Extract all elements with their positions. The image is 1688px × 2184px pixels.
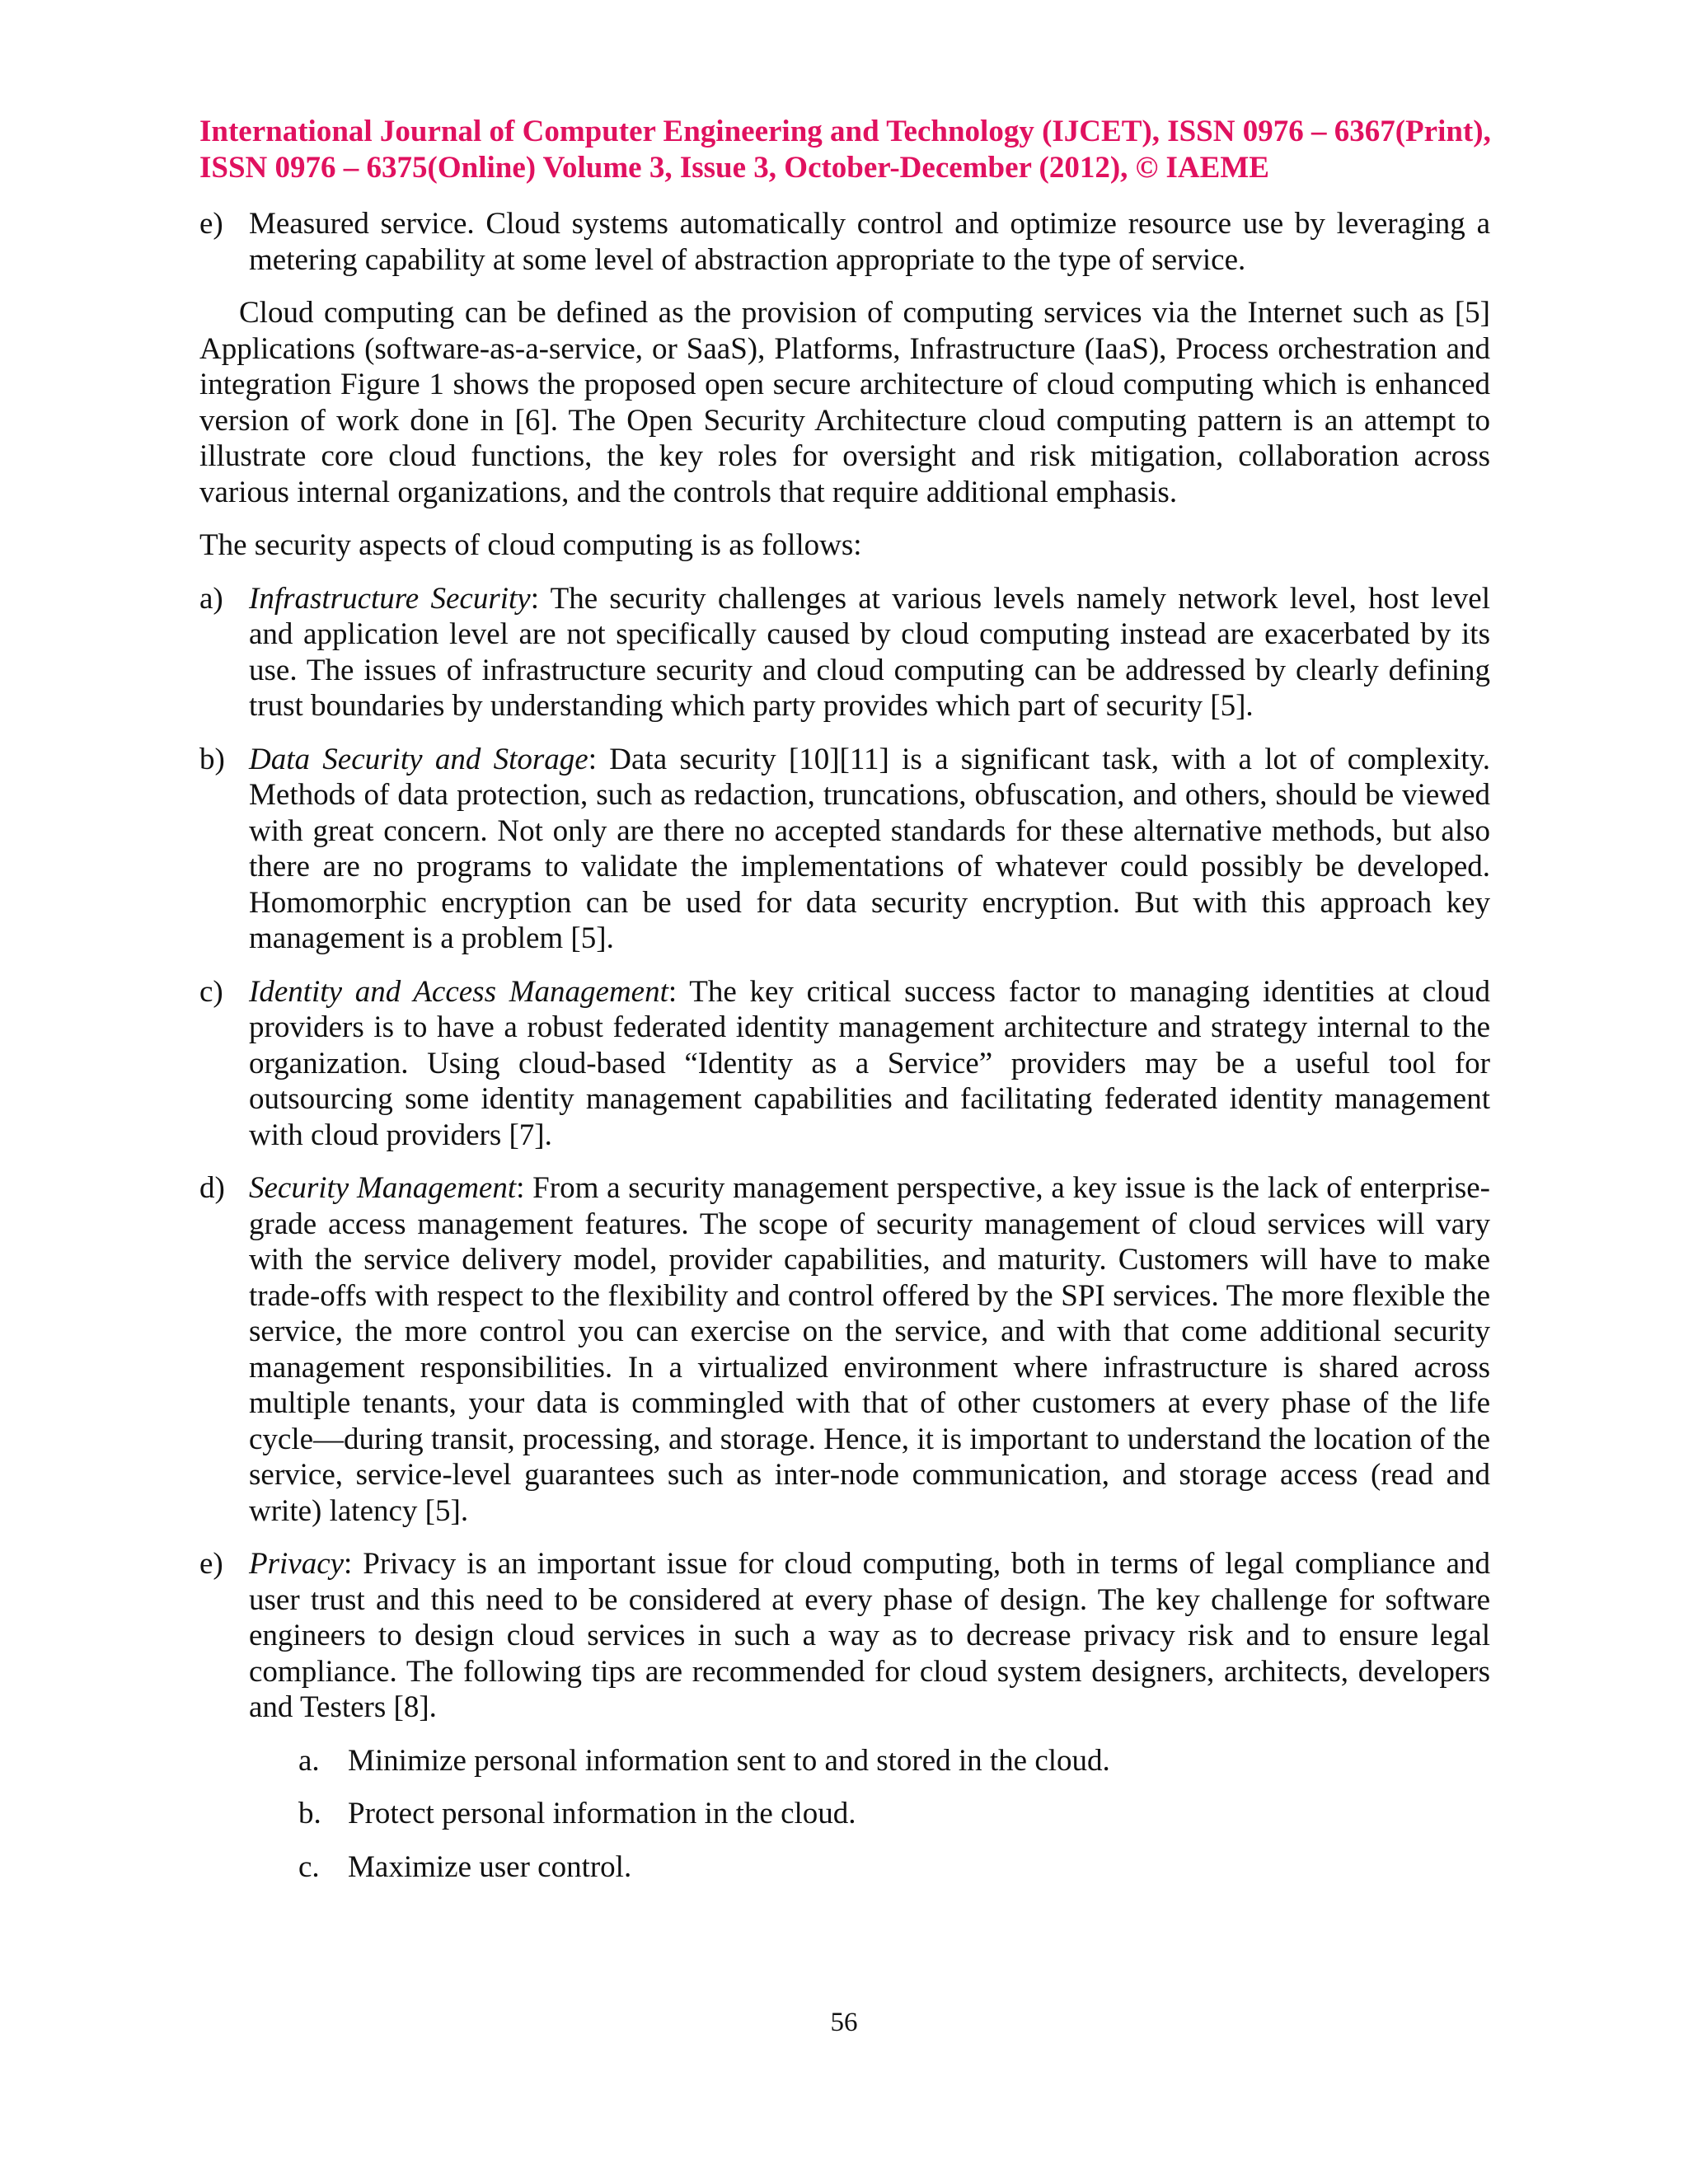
term-label: Identity and Access Management: [249, 974, 668, 1009]
page-number: 56: [830, 2008, 858, 2037]
paper-page: [199, 114, 1490, 1902]
term-description: : The key critical success factor to managing identities at cloud providers is to have a robust federated identity management architecture and strategy internal to the organization. Using cloud-based “Identity as a Service” providers may be a useful tool for outsourcing some identity management capabilities and facilitating federated identity management with cloud providers [7].: [249, 974, 1490, 1152]
article-body: [199, 206, 1490, 1885]
list-marker: d): [199, 1171, 225, 1205]
list-marker: c): [199, 974, 223, 1009]
privacy-tip-item: [298, 1796, 1490, 1832]
list-marker: b): [199, 742, 225, 776]
list-marker: e): [199, 207, 223, 241]
term-description: : From a security management perspective, a key issue is the lack of enterprise-grade access management features. The scope of security management of cloud services will vary with the service delivery model, provider capabilities, and maturity. Customers will have to make trade-offs with respect to the flexibility and control offered by the SPI services. The more flexible the service, the more control you can exercise on the service, and with that come additional security management responsibilities. In a virtualized environment where infrastructure is shared across multiple tenants, your data is commingled with that of other customers at every phase of the life cycle—during transit, processing, and storage. Hence, it is important to understand the location of the service, service-level guarantees such as inter-node communication, and storage access (read and write) latency [5].: [249, 1171, 1490, 1528]
term-label: Security Management: [249, 1171, 517, 1205]
list-marker: e): [199, 1547, 223, 1581]
list-item-infrastructure-security: [199, 581, 1490, 724]
list-item-privacy: [199, 1546, 1490, 1726]
term-label: Data Security and Storage: [249, 742, 588, 776]
list-item-security-management: [199, 1170, 1490, 1529]
sublist-item-text: Maximize user control.: [348, 1849, 632, 1884]
journal-header-line-2: ISSN 0976 – 6375(Online) Volume 3, Issue 3, October-December (2012), © IAEME: [199, 151, 1269, 185]
term-description: : Privacy is an important issue for cloud computing, both in terms of legal compliance and user trust and this need to be considered at every phase of design. The key challenge for software engineers to design cloud services in such a way as to decrease privacy risk and to ensure legal compliance. The following tips are recommended for cloud system designers, architects, developers and Testers [8].: [249, 1547, 1490, 1724]
paragraph-security-aspects-intro: The security aspects of cloud computing is as follows:: [199, 528, 862, 562]
list-item-identity-access: [199, 974, 1490, 1154]
list-item-text: [249, 1546, 1490, 1726]
privacy-tip-item: [298, 1849, 1490, 1886]
sublist-marker: c.: [298, 1849, 320, 1884]
journal-header-line-1: International Journal of Computer Engineering and Technology (IJCET), ISSN 0976 – 6367(Print),: [199, 115, 1491, 148]
list-item-measured-service: [199, 206, 1490, 278]
list-item-text: [249, 1170, 1490, 1529]
list-item-data-security: [199, 742, 1490, 957]
list-marker: a): [199, 581, 223, 616]
privacy-tip-item: [298, 1743, 1490, 1779]
term-description: : Data security [10][11] is a significant task, with a lot of complexity. Methods of data protection, such as redaction, truncations, obfuscation, and others, should be viewed with great concern. Not only are there no accepted standards for these alternative methods, but also there are no programs to validate the implementations of whatever could possibly be developed. Homomorphic encryption can be used for data security encryption. But with this approach key management is a problem [5].: [249, 742, 1491, 955]
paragraph-cloud-definition: Cloud computing can be defined as the provision of computing services via the Internet such as [5] Applications (software-as-a-service, or SaaS), Platforms, Infrastructure (IaaS), Process orchestration and integration Figure 1 shows the proposed open secure architecture of cloud computing which is enhanced version of work done in [6]. The Open Security Architecture cloud computing pattern is an attempt to illustrate core cloud functions, the key roles for oversight and risk mitigation, collaboration across various internal organizations, and the controls that require additional emphasis.: [199, 296, 1490, 509]
term-label: Privacy: [249, 1547, 345, 1581]
sublist-item-text: Protect personal information in the cloud.: [348, 1797, 856, 1830]
sublist-item-text: Minimize personal information sent to and stored in the cloud.: [348, 1743, 1110, 1778]
list-item-text: Measured service. Cloud systems automatically control and optimize resource use by leveraging a metering capability at some level of abstraction appropriate to the type of service.: [249, 207, 1490, 277]
list-item-text: [249, 581, 1490, 724]
term-label: Infrastructure Security: [249, 581, 531, 616]
list-item-text: [249, 974, 1490, 1154]
sublist-marker: a.: [298, 1743, 320, 1778]
term-description: : The security challenges at various levels namely network level, host level and application level are not specifically caused by cloud computing instead are exacerbated by its use. The issues of infrastructure security and cloud computing can be addressed by clearly defining trust boundaries by understanding which party provides which part of security [5].: [249, 581, 1490, 723]
list-item-text: [249, 742, 1490, 957]
sublist-marker: b.: [298, 1797, 321, 1830]
journal-header: [199, 114, 1490, 186]
